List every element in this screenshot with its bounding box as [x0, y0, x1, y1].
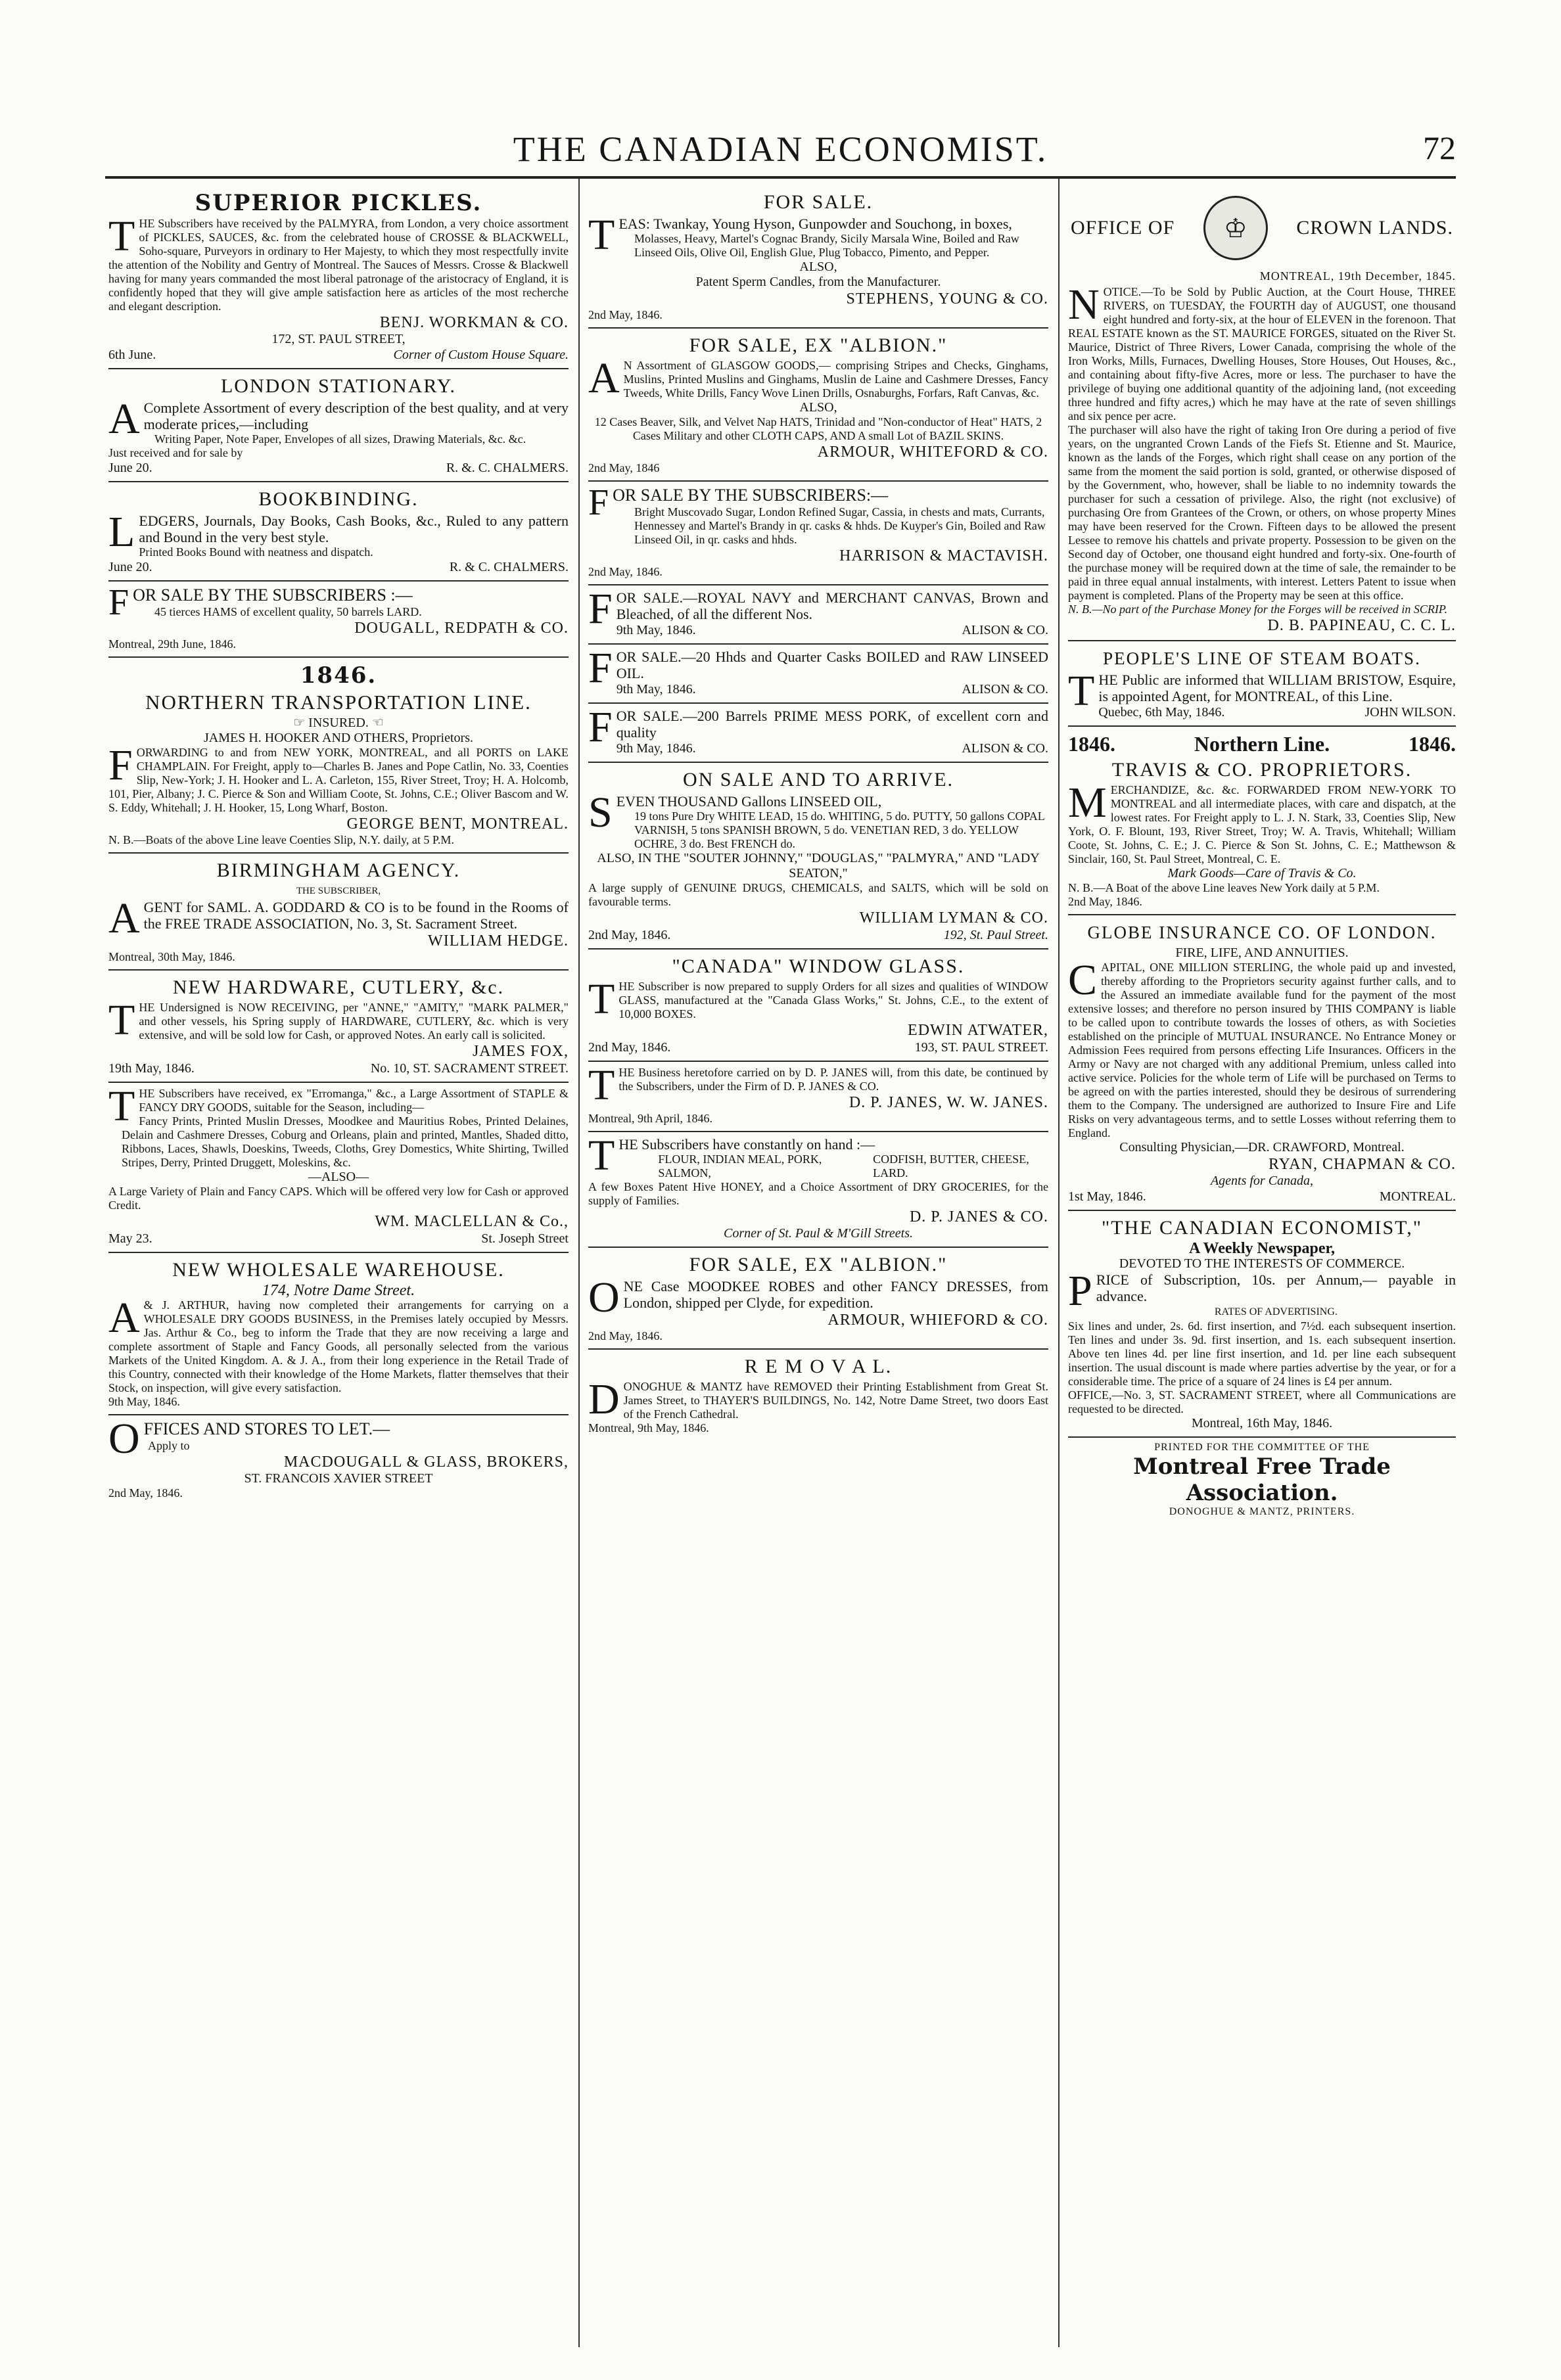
ad-heading-right: CROWN LANDS. — [1296, 217, 1453, 239]
ad-year: 1846. — [1068, 732, 1115, 756]
printer-footer — [1068, 1438, 1456, 1523]
ad-heading: BIRMINGHAM AGENCY. — [216, 859, 461, 881]
ad-items: 19 tons Pure Dry WHITE LEAD, 15 do. WHITING, 5 do. PUTTY, 50 gallons COPAL VARNISH, 5 tons SPANISH BROWN, 5 do. VENETIAN RED, 3 do. YELLOW OCHRE, 3 do. Best FRENCH do. — [634, 810, 1045, 850]
ad-body: Apply to — [148, 1439, 190, 1452]
ad-heading-left: OFFICE OF — [1071, 217, 1175, 239]
ad-mark: Mark Goods—Care of Travis & Co. — [1167, 866, 1357, 881]
ad-proprietors: JAMES H. HOOKER AND OTHERS, Proprietors. — [203, 731, 473, 745]
ad-address: St. Joseph Street — [481, 1231, 569, 1246]
ad-text: Printed Books Bound with neatness and dispatch. — [139, 545, 373, 559]
drop-cap: T — [1068, 667, 1095, 715]
ad-heading: R E M O V A L. — [744, 1356, 893, 1377]
drop-cap: T — [108, 1082, 135, 1130]
ad-body: & J. ARTHUR, having now completed their arrangements for carrying on a WHOLESALE DRY GOODS BUSINESS, in the Premises lately occupied by Messrs. Jas. Arthur & Co., beg to inform the Trade that they are now receiving a large and complete assortment of Staple and Fancy Goods, all personally selected from the various Markets of the United Kingdom. A. & J. A., from their long experience in the Retail Trade of this Country, connected with their knowledge of the Home Markets, flatter themselves that their Stock, on inspection, will give every satisfaction. — [108, 1298, 569, 1394]
ad-address: 192, St. Paul Street. — [943, 928, 1048, 942]
ad-date: 2nd May, 1846. — [588, 1040, 671, 1055]
ad-signature: BENJ. WORKMAN & CO. — [379, 314, 569, 331]
ad-body: NE Case MOODKEE ROBES and other FANCY DRESSES, from London, shipped per Clyde, for expedition. — [623, 1278, 1048, 1311]
ad-globe-insurance — [1068, 915, 1456, 1211]
ad-signature: DOUGALL, REDPATH & CO. — [354, 620, 569, 637]
ad-heading: NEW WHOLESALE WAREHOUSE. — [172, 1259, 505, 1281]
ad-albion-robes — [588, 1248, 1048, 1350]
ad-body: ORWARDING to and from NEW YORK, MONTREAL, and all PORTS on LAKE CHAMPLAIN. For Freight, apply to—Charles B. Janes and Pope Catlin, No. 33, Coenties Slip, New-York; J. H. Hooker and L. A. Carleton, 155, River Street, Troy; H. A. Holcomb, 101, Pier, Albany; J. C. Pierce & Son and William Coote, St. Johns, C.E.; Oliver Bascom and W. S. Eddy, Whitehall; J. H. Hooker, 15, Long Wharf, Boston. — [108, 746, 569, 814]
ad-body: N Assortment of GLASGOW GOODS,— comprising Stripes and Checks, Ginghams, Muslins, Printed Muslins and Ginghams, Muslin de Laine and Cashmere Dresses, Fancy Tweeds, White Drills, Fancy Wove Linen Drills, Osnaburghs, Forfars, Raft Canvas, &c. — [623, 359, 1048, 400]
ad-heading: GLOBE INSURANCE CO. OF LONDON. — [1087, 923, 1437, 942]
ad-signature: ALISON & CO. — [962, 741, 1048, 756]
ad-pork — [588, 704, 1048, 763]
ad-date: 9th May, 1846. — [108, 1395, 180, 1408]
ad-text: Patent Sperm Candles, from the Manufacturer. — [695, 275, 941, 289]
ad-body: OR SALE.—ROYAL NAVY and MERCHANT CANVAS, Brown and Bleached, of all the different Nos. — [616, 589, 1048, 622]
ad-signature: JOHN WILSON. — [1364, 705, 1456, 720]
drop-cap: A — [108, 1294, 140, 1342]
ad-items: 45 tierces HAMS of excellent quality, 50 barrels LARD. — [154, 605, 422, 618]
column-divider — [1058, 179, 1060, 2347]
ad-signature: ARMOUR, WHITEFORD & CO. — [817, 444, 1048, 461]
drop-cap: T — [588, 975, 615, 1023]
drop-cap: F — [588, 703, 613, 751]
ad-heading: TRAVIS & CO. PROPRIETORS. — [1111, 759, 1412, 781]
ad-items: Fancy Prints, Printed Muslin Dresses, Moodkee and Mauritius Robes, Printed Delaines, Delain and Cashmere Dresses, Coburg and Orleans, plain and printed, Mantles, Shaded ditto, Ribbons, Laces, Shawls, Doeskins, Tweeds, Cloths, Grey Domestics, White Shirting, Twilled Stripes, Derry, Printed Druggett, Moleskins, &c. — [122, 1114, 569, 1169]
ad-heading: FFICES AND STORES TO LET.— — [143, 1419, 390, 1438]
ad-signature: JAMES FOX, — [472, 1043, 569, 1060]
ad-body: EAS: Twankay, Young Hyson, Gunpowder and Souchong, in boxes, — [618, 216, 1012, 232]
ad-address: 193, ST. PAUL STREET. — [914, 1040, 1048, 1055]
ad-linseed-oil — [588, 645, 1048, 704]
ad-removal — [588, 1350, 1048, 1440]
ad-body-continued: The purchaser will also have the right of taking Iron Ore during a period of five years, on the ungranted Crown Lands of the Fiefs St. Etienne and St. Maurice, known as the lands of the Forges, which right shall cease on any portion of the same from the moment the said portion is sold, granted, or otherwise disposed of by the Government, who, however, shall be liable to no indemnity towards the purchaser for such a cessation of privilege. Also, the right (not exclusive) of purchasing Ore from Grantees of the Crown, or others, on whose property Mines may have been reserved for the Crown. Fifteen days to be allowed the present Lessee to remove his chattels and private property. Possession to be given on the Second day of October, one thousand eight hundred and forty-six. One-fourth of the purchase money will be required down at the time of sale, the remainder to be paid in three equal annual instalments, with interest. Letters Patent to issue when payment is completed. Plans of the Property may be seen at this office. — [1068, 423, 1456, 602]
ad-body: HE Subscribers have received by the PALMYRA, from London, a very choice assortment of PICKLES, SAUCES, &c. from the celebrated house of CROSSE & BLACKWELL, Soho-square, Purveyors in ordinary to Her Majesty, to which they most respectfully invite the attention of the Nobility and Gentry of Montreal. The Sauces of Messrs. Crosse & Blackwell having for many years commanded the most liberal patronage of the aristocracy of England, it is confidently hoped that they will give ample satisfaction here as articles of the most recherche and elegant description. — [108, 217, 569, 313]
ad-signature: R. & C. CHALMERS. — [449, 560, 569, 574]
newspaper-title: THE CANADIAN ECONOMIST. — [513, 129, 1048, 169]
ad-heading: FOR SALE, EX "ALBION." — [689, 1254, 948, 1275]
drop-cap: T — [588, 1132, 615, 1179]
ad-canadian-economist — [1068, 1211, 1456, 1438]
ad-date: 2nd May, 1846. — [588, 1329, 663, 1342]
ad-signature: EDWIN ATWATER, — [908, 1022, 1048, 1039]
ad-date: 2nd May, 1846. — [588, 565, 663, 578]
ad-items-left: FLOUR, INDIAN MEAL, PORK, SALMON, — [658, 1153, 822, 1179]
ad-items: Molasses, Heavy, Martel's Cognac Brandy, Sicily Marsala Wine, Boiled and Raw Linseed Oils, Olive Oil, English Glue, Plug Tobacco, Pimento, and Pepper. — [634, 232, 1019, 259]
ad-wholesale-warehouse — [108, 1253, 569, 1415]
ad-subheading: THE SUBSCRIBER, — [296, 886, 381, 896]
ad-heading: ON SALE AND TO ARRIVE. — [682, 769, 954, 790]
drop-cap: O — [588, 1273, 620, 1321]
ad-date: 19th May, 1846. — [108, 1061, 195, 1076]
ad-address: 172, ST. PAUL STREET, — [271, 332, 406, 346]
ad-body: OR SALE.—200 Barrels PRIME MESS PORK, of excellent corn and quality — [616, 708, 1048, 741]
ad-items: Bright Muscovado Sugar, London Refined Sugar, Cassia, in chests and mats, Currants, Hennessey and Martel's Brandy in qr. casks & hhds. De Kuyper's Gin, Boiled and Raw Linseed Oil, in qr. casks and hhds. — [634, 505, 1046, 546]
ad-signature: ALISON & CO. — [962, 623, 1048, 637]
ad-subheading: A Weekly Newspaper, — [1188, 1240, 1336, 1257]
footer-printers: DONOGHUE & MANTZ, PRINTERS. — [1169, 1506, 1355, 1517]
drop-cap: F — [108, 582, 129, 623]
ad-hardware — [108, 971, 569, 1083]
ad-signature: WILLIAM HEDGE. — [428, 932, 569, 950]
ad-text: 12 Cases Beaver, Silk, and Velvet Nap HATS, Trinidad and "Non-conductor of Heat" HATS, 2 Cases Military and other CLOTH CAPS, AND A small Lot of BAZIL SKINS. — [594, 415, 1042, 442]
ad-signature: HARRISON & MACTAVISH. — [839, 547, 1048, 564]
column-3 — [1068, 185, 1456, 2347]
masthead — [105, 129, 1456, 175]
drop-cap: O — [108, 1415, 140, 1463]
ad-date: 2nd May, 1846. — [588, 308, 663, 321]
ad-address: Corner of Custom House Square. — [393, 348, 569, 362]
ad-date: 1st May, 1846. — [1068, 1189, 1146, 1204]
ad-items: Writing Paper, Note Paper, Envelopes of all sizes, Drawing Materials, &c. &c. — [154, 432, 526, 446]
royal-seal-icon: ♔ — [1203, 196, 1268, 260]
ad-date: Montreal, 29th June, 1846. — [108, 637, 236, 651]
ad-text: Just received and for sale by — [108, 446, 243, 459]
ad-agents: Agents for Canada, — [1210, 1174, 1314, 1188]
ad-body: APITAL, ONE MILLION STERLING, the whole paid up and invested, thereby affording to the Proprietors security against further calls, and to the Assured an immediate available fund for the payment of the most extensive losses; and therefore no person insured by THIS COMPANY is liable to be called upon to contribute towards the losses of others, as with Societies established on the principle of MUTUAL INSURANCE. No Entrance Money or Admission Fees required from persons effecting Life Insurances. Officers in the Army or Navy are not charged with any additional Premium, unless called into active service. Policies for the whole term of Life will be purchased on Terms to be agreed on with the parties interested, should they be desirous of surrendering them to the Company. The undersigned are authorized to Insure Fire and Life Risks on very advantageous terms, and to settle Losses without referring them to England. — [1068, 961, 1456, 1139]
ad-note: N. B.—A Boat of the above Line leaves New York daily at 5 P.M. — [1068, 881, 1380, 894]
ad-signature: D. P. JANES, W. W. JANES. — [849, 1094, 1048, 1111]
ad-address: ST. FRANCOIS XAVIER STREET — [244, 1471, 433, 1486]
drop-cap: N — [1068, 281, 1100, 329]
ad-heading: "THE CANADIAN ECONOMIST," — [1101, 1217, 1423, 1239]
ad-northern-transportation — [108, 658, 569, 854]
ad-date: Quebec, 6th May, 1846. — [1098, 705, 1225, 720]
ad-teas — [588, 185, 1048, 329]
ad-also: —ALSO— — [308, 1170, 369, 1184]
column-2 — [588, 185, 1048, 2347]
ad-birmingham — [108, 854, 569, 971]
ad-address: Corner of St. Paul & M'Gill Streets. — [724, 1226, 913, 1241]
ad-heading: SUPERIOR PICKLES. — [195, 190, 482, 216]
ad-hams — [108, 582, 569, 658]
ad-date: 9th May, 1846. — [616, 623, 696, 637]
ad-body: HE Subscribers have received, ex "Erromanga," &c., a Large Assortment of STAPLE & FANCY DRY GOODS, suitable for the Season, including— — [139, 1087, 569, 1114]
ad-heading: NEW HARDWARE, CUTLERY, &c. — [172, 976, 505, 998]
ad-janes-business — [588, 1062, 1048, 1132]
ad-heading: PEOPLE'S LINE OF STEAM BOATS. — [1103, 649, 1421, 668]
ad-signature: D. B. PAPINEAU, C. C. L. — [1267, 617, 1456, 634]
ad-date: May 23. — [108, 1231, 152, 1246]
ad-physician: Consulting Physician,—DR. CRAWFORD, Montreal. — [1119, 1140, 1405, 1155]
ad-rates-body: Six lines and under, 2s. 6d. first insertion, and 7½d. each subsequent insertion. Ten lines and under 3s. 9d. first insertion, and 1s. each subsequent insertion. Above ten lines 4d. per line first insertion, and 1d. per line each subsequent insertion. The usual discount is made where parties advertise by the year, or for a considerable time. The price of a square of 24 lines is £4 per annum. — [1068, 1319, 1456, 1388]
ad-date: June 20. — [108, 461, 152, 475]
ad-heading: OR SALE BY THE SUBSCRIBERS :— — [133, 585, 413, 605]
masthead-rule — [105, 176, 1456, 179]
ad-date: 9th May, 1846. — [616, 682, 696, 697]
ad-signature: R. &. C. CHALMERS. — [446, 461, 569, 475]
ad-date: Montreal, 9th May, 1846. — [588, 1421, 709, 1434]
ad-date: Montreal, 9th April, 1846. — [588, 1112, 712, 1125]
ad-offices-to-let — [108, 1415, 569, 1505]
ad-text: A Large Variety of Plain and Fancy CAPS. Which will be offered very low for Cash or approved Credit. — [108, 1185, 569, 1212]
ad-signature: STEPHENS, YOUNG & CO. — [846, 290, 1048, 308]
drop-cap: A — [108, 894, 140, 942]
ad-tagline: DEVOTED TO THE INTERESTS OF COMMERCE. — [1119, 1256, 1405, 1271]
ad-heading: FOR SALE. — [763, 191, 874, 213]
drop-cap: F — [588, 482, 609, 523]
ad-canvas — [588, 585, 1048, 645]
ad-body: EVEN THOUSAND Gallons LINSEED OIL, — [616, 793, 882, 810]
ad-year: 1846. — [300, 662, 377, 689]
column-1 — [108, 185, 569, 2347]
drop-cap: A — [108, 395, 140, 443]
ad-body: HE Subscriber is now prepared to supply Orders for all sizes and qualities of WINDOW GLASS, manufactured at the "Canada Glass Works," St. Johns, C.E., to the extent of 10,000 BOXES. — [618, 980, 1048, 1020]
ad-rates-heading: RATES OF ADVERTISING. — [1214, 1306, 1338, 1317]
ad-heading: BOOKBINDING. — [258, 488, 419, 510]
ad-crown-lands — [1068, 185, 1456, 641]
drop-cap: T — [108, 996, 135, 1044]
ad-city: MONTREAL. — [1379, 1189, 1456, 1204]
ad-note: N. B.—No part of the Purchase Money for the Forges will be received in SCRIP. — [1068, 603, 1448, 616]
drop-cap: P — [1068, 1267, 1092, 1315]
ad-date: 9th May, 1846. — [616, 741, 696, 756]
drop-cap: F — [588, 644, 613, 692]
ad-date: 2nd May, 1846. — [1068, 895, 1142, 908]
drop-cap: T — [588, 1061, 615, 1109]
ad-body: HE Public are informed that WILLIAM BRISTOW, Esquire, is appointed Agent, for MONTREAL, of this Line. — [1098, 672, 1456, 704]
ad-body: RICE of Subscription, 10s. per Annum,— payable in advance. — [1096, 1271, 1456, 1304]
ad-janes-stock — [588, 1132, 1048, 1248]
drop-cap: D — [588, 1375, 620, 1423]
ad-body: OTICE.—To be Sold by Public Auction, at the Court House, THREE RIVERS, on TUESDAY, the FOURTH day of AUGUST, one thousand eight hundred and forty-six, at the hour of ELEVEN in the forenoon. That REAL ESTATE known as the ST. MAURICE FORGES, situated on the River St. Maurice, District of Three Rivers, Lower Canada, comprising the whole of the Iron Works, Mills, Furnaces, Dwelling Houses, Store Houses, Out Houses, &c., and containing about fifty-five Acres, more or less. The purchaser to have the privilege of buying one additional quantity of the adjoining land, (not exceeding three hundred and fifty acres,) which he may have at the rate of seven shillings and six pence per acre. — [1068, 285, 1456, 423]
ad-sale-and-arrive — [588, 763, 1048, 950]
ad-steam-boats — [1068, 641, 1456, 727]
ad-subheading: FIRE, LIFE, AND ANNUITIES. — [1175, 946, 1349, 960]
ad-line-name: Northern Line. — [1194, 732, 1330, 756]
ad-heading: FOR SALE, EX "ALBION." — [689, 334, 948, 356]
ad-signature: D. P. JANES & CO. — [909, 1208, 1048, 1225]
ad-signature: WM. MACLELLAN & Co., — [375, 1213, 569, 1230]
ad-heading: "CANADA" WINDOW GLASS. — [672, 955, 965, 977]
ad-body: ERCHANDIZE, &c. &c. FORWARDED FROM NEW-YORK TO MONTREAL and all intermediate places, with care and dispatch, at the lowest rates. For Freight apply to L. J. N. Stark, 33, Coenties Slip, New York, O. F. Blount, 193, River Street, Troy; W. A. Travis, Whitehall; William Coote, St. Johns, C. E.; J. C. Pierce & Son St. Johns, C. E.; Matthewson & Sinclair, 160, St. Paul Street, Montreal, C. E. — [1068, 783, 1456, 865]
ad-signature: WILLIAM LYMAN & CO. — [859, 909, 1048, 927]
ad-office: OFFICE,—No. 3, ST. SACRAMENT STREET, where all Communications are requested to be directed. — [1068, 1388, 1456, 1415]
ad-body: EDGERS, Journals, Day Books, Cash Books, &c., Ruled to any pattern and Bound in the very best style. — [139, 513, 569, 545]
drop-cap: A — [588, 354, 620, 402]
page-number: 72 — [1423, 129, 1456, 166]
column-divider — [578, 179, 580, 2347]
ad-signature: MACDOUGALL & GLASS, BROKERS, — [283, 1453, 569, 1471]
ad-heading: OR SALE BY THE SUBSCRIBERS:— — [613, 486, 889, 505]
ad-body: HE Undersigned is NOW RECEIVING, per "ANNE," "AMITY," "MARK PALMER," and other vessels, his Spring supply of HARDWARE, CUTLERY, &c. which is very extensive, and will be sold low for Cash, or approved Notes. An early call is solicited. — [139, 1001, 569, 1041]
ad-body: Complete Assortment of every description of the best quality, and at very moderate prices,—including — [143, 400, 569, 432]
drop-cap: L — [108, 508, 135, 556]
ad-signature: ARMOUR, WHIEFORD & CO. — [827, 1312, 1048, 1329]
ad-signature: RYAN, CHAPMAN & CO. — [1268, 1156, 1456, 1173]
ad-items-right: CODFISH, BUTTER, CHEESE, LARD. — [873, 1153, 1029, 1179]
ad-bookbinding — [108, 482, 569, 582]
ad-subheading: ☞ INSURED. ☜ — [293, 716, 384, 730]
footer-printed-for: PRINTED FOR THE COMMITTEE OF THE — [1154, 1442, 1370, 1453]
drop-cap: M — [1068, 779, 1107, 827]
ad-date: Montreal, 16th May, 1846. — [1191, 1416, 1333, 1430]
ad-date: 2nd May, 1846. — [108, 1486, 183, 1499]
ad-sugar — [588, 482, 1048, 585]
ad-travis-northern-line — [1068, 727, 1456, 915]
ad-body: ONOGHUE & MANTZ have REMOVED their Printing Establishment from Great St. James Street, to THAYER'S BUILDINGS, No. 142, Notre Dame Street, two doors East of the French Cathedral. — [623, 1380, 1048, 1421]
ad-stationary — [108, 369, 569, 482]
ad-body: GENT for SAML. A. GODDARD & CO is to be found in the Rooms of the FREE TRADE ASSOCIATION, No. 3, St. Sacrament Street. — [143, 899, 569, 932]
ad-text: A large supply of GENUINE DRUGS, CHEMICALS, and SALTS, which will be sold on favourable terms. — [588, 881, 1048, 908]
ad-body: HE Business heretofore carried on by D. P. JANES will, from this date, be continued by the Subscribers, under the Firm of D. P. JANES & CO. — [618, 1066, 1048, 1093]
drop-cap: C — [1068, 956, 1098, 1004]
ad-heading: LONDON STATIONARY. — [220, 375, 457, 397]
drop-cap: F — [588, 585, 613, 633]
ad-dry-goods — [108, 1083, 569, 1253]
ad-signature: ALISON & CO. — [962, 682, 1048, 697]
ad-subheading: 174, Notre Dame Street. — [262, 1282, 415, 1299]
footer-association: Montreal Free Trade Association. — [1133, 1453, 1391, 1506]
ad-date: Montreal, 30th May, 1846. — [108, 950, 235, 963]
ad-also: ALSO, IN THE "SOUTER JOHNNY," "DOUGLAS," "PALMYRA," AND "LADY SEATON," — [597, 851, 1040, 881]
ad-albion-glasgow — [588, 329, 1048, 482]
ad-date: 2nd May, 1846. — [588, 928, 671, 942]
ad-window-glass — [588, 950, 1048, 1062]
drop-cap: T — [108, 212, 135, 260]
ad-body: OR SALE.—20 Hhds and Quarter Casks BOILED and RAW LINSEED OIL. — [616, 649, 1048, 681]
ad-body: HE Subscribers have constantly on hand :— — [618, 1136, 875, 1153]
drop-cap: S — [588, 789, 613, 836]
drop-cap: T — [588, 211, 615, 259]
ad-also: ALSO, — [799, 400, 837, 415]
ad-date: June 20. — [108, 560, 152, 574]
ad-text: A few Boxes Patent Hive HONEY, and a Choice Assortment of DRY GROCERIES, for the supply of Families. — [588, 1180, 1048, 1207]
ad-signature: GEORGE BENT, MONTREAL. — [346, 815, 569, 833]
ad-address: No. 10, ST. SACRAMENT STREET. — [370, 1061, 569, 1076]
ad-pickles — [108, 185, 569, 369]
ad-also: ALSO, — [799, 260, 837, 274]
ad-date: 2nd May, 1846 — [588, 461, 660, 474]
ad-date: 6th June. — [108, 348, 156, 362]
drop-cap: F — [108, 741, 133, 789]
ad-date: MONTREAL, 19th December, 1845. — [1259, 269, 1456, 283]
ad-note: N. B.—Boats of the above Line leave Coenties Slip, N.Y. daily, at 5 P.M. — [108, 833, 454, 846]
ad-year: 1846. — [1408, 732, 1456, 756]
ad-heading: NORTHERN TRANSPORTATION LINE. — [145, 691, 532, 714]
